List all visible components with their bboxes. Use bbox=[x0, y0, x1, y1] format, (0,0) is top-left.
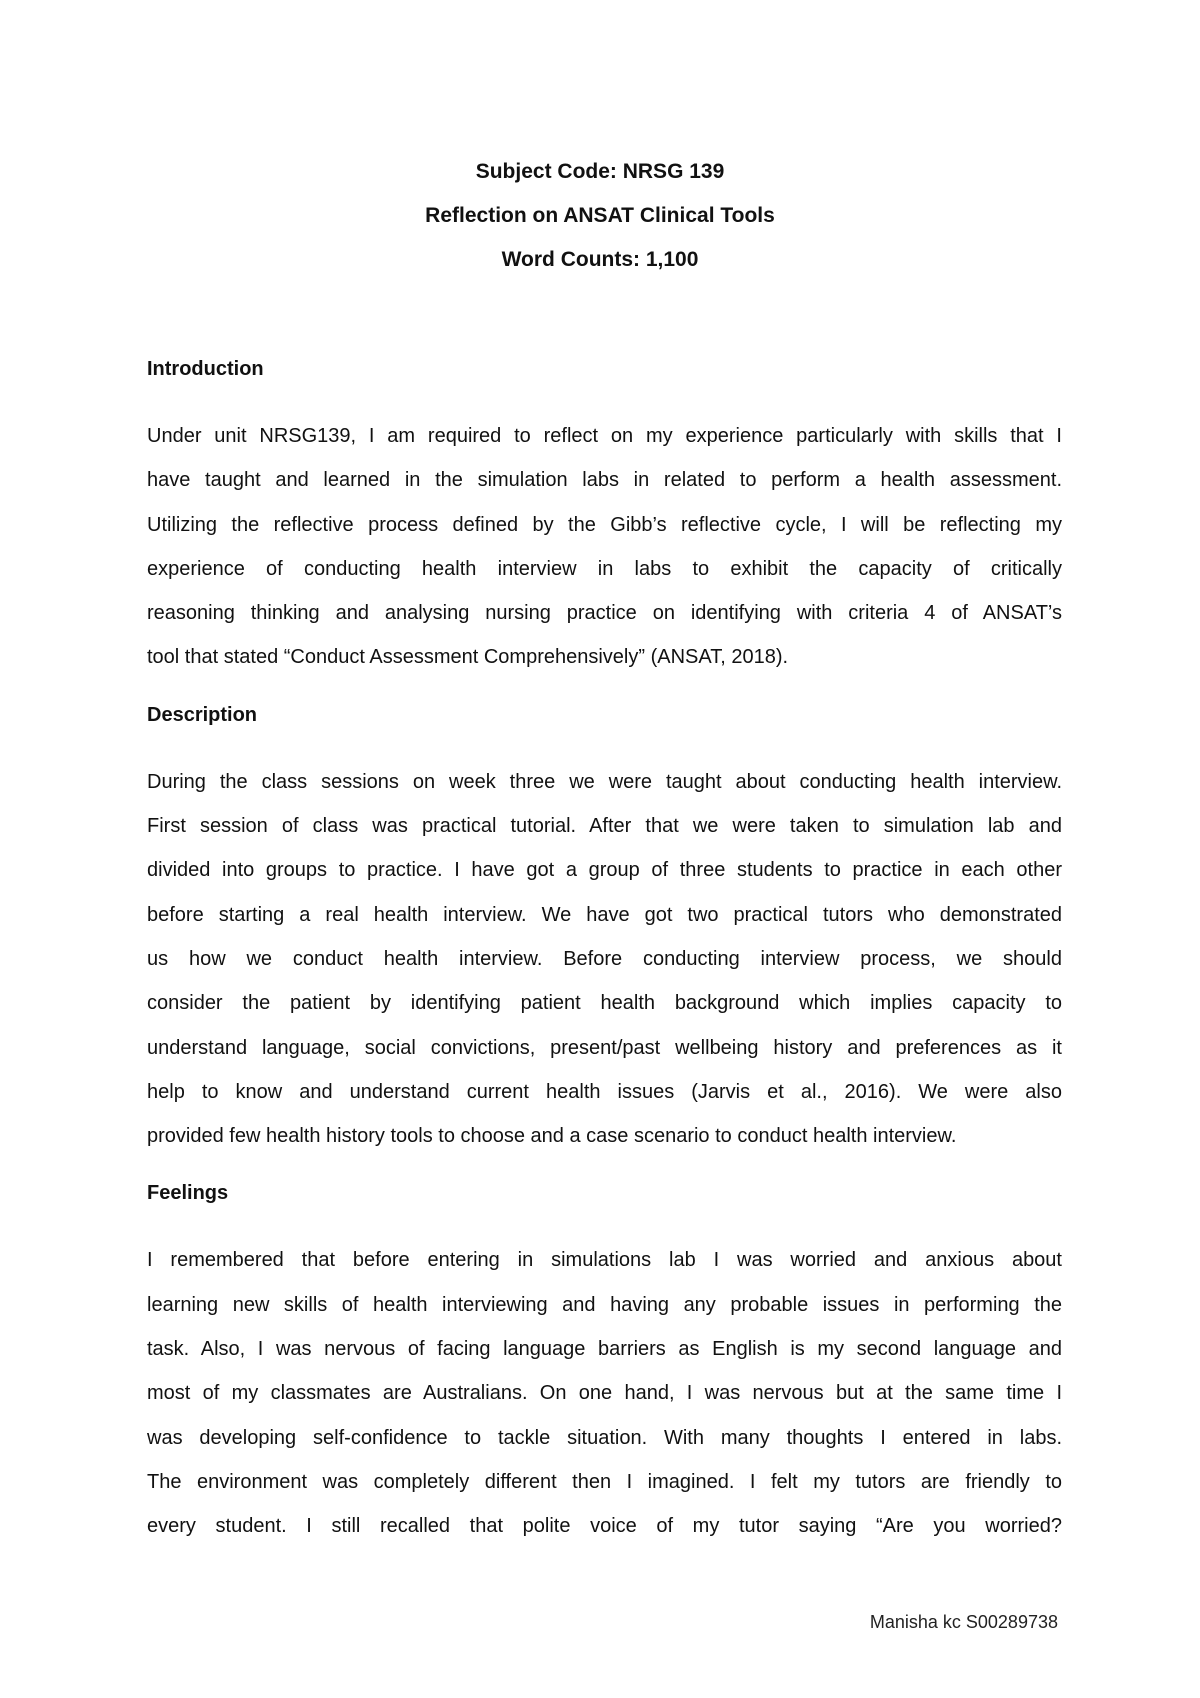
subject-code: Subject Code: NRSG 139 bbox=[475, 160, 725, 183]
text-line: The environment was completely different then I imagined. I felt my tutors are friendly to bbox=[147, 1470, 1062, 1493]
text-line: was developing self-confidence to tackle situation. With many thoughts I entered in labs. bbox=[147, 1426, 1062, 1449]
text-line: experience of conducting health interview in labs to exhibit the capacity of critically bbox=[147, 557, 1062, 580]
text-line: understand language, social convictions, present/past wellbeing history and preferences as it bbox=[147, 1036, 1062, 1059]
title-block bbox=[0, 150, 1200, 282]
text-line: Utilizing the reflective process defined by the Gibb’s reflective cycle, I will be reflecting my bbox=[147, 513, 1062, 536]
section-heading-feelings: Feelings bbox=[147, 1182, 229, 1205]
text-line: During the class sessions on week three we were taught about conducting health interview. bbox=[147, 770, 1062, 793]
text-line: learning new skills of health interviewing and having any probable issues in performing the bbox=[147, 1293, 1062, 1316]
document-body bbox=[147, 356, 1062, 1571]
text-line: I remembered that before entering in simulations lab I was worried and anxious about bbox=[147, 1249, 1062, 1272]
text-line: us how we conduct health interview. Before conducting interview process, we should bbox=[147, 947, 1062, 970]
text-line: Under unit NRSG139, I am required to reflect on my experience particularly with skills that I bbox=[147, 425, 1062, 447]
section-heading-introduction: Introduction bbox=[147, 358, 264, 380]
document-title: Reflection on ANSAT Clinical Tools bbox=[425, 204, 775, 227]
text-line: most of my classmates are Australians. On one hand, I was nervous but at the same time I bbox=[147, 1382, 1062, 1405]
text-line: provided few health history tools to choose and a case scenario to conduct health interview. bbox=[147, 1125, 957, 1148]
paragraph-description bbox=[147, 760, 1062, 1159]
text-line: divided into groups to practice. I have got a group of three students to practice in each other bbox=[147, 859, 1062, 882]
text-line: help to know and understand current health issues (Jarvis et al., 2016). We were also bbox=[147, 1080, 1062, 1103]
text-line: consider the patient by identifying patient health background which implies capacity to bbox=[147, 992, 1062, 1015]
text-line: reasoning thinking and analysing nursing practice on identifying with criteria 4 of ANSAT’s bbox=[147, 602, 1062, 625]
paragraph-feelings bbox=[147, 1238, 1062, 1548]
text-line: every student. I still recalled that polite voice of my tutor saying “Are you worried? bbox=[147, 1515, 1062, 1538]
text-line: before starting a real health interview. We have got two practical tutors who demonstrated bbox=[147, 903, 1062, 926]
text-line: First session of class was practical tutorial. After that we were taken to simulation lab and bbox=[147, 815, 1062, 838]
paragraph-introduction bbox=[147, 414, 1062, 680]
text-line: tool that stated “Conduct Assessment Comprehensively” (ANSAT, 2018). bbox=[147, 646, 789, 669]
text-line: have taught and learned in the simulation labs in related to perform a health assessment. bbox=[147, 469, 1062, 492]
page-footer-author: Manisha kc S00289738 bbox=[869, 1612, 1058, 1632]
word-count: Word Counts: 1,100 bbox=[501, 248, 699, 271]
section-heading-description: Description bbox=[147, 703, 258, 726]
text-line: task. Also, I was nervous of facing language barriers as English is my second language and bbox=[147, 1338, 1062, 1361]
